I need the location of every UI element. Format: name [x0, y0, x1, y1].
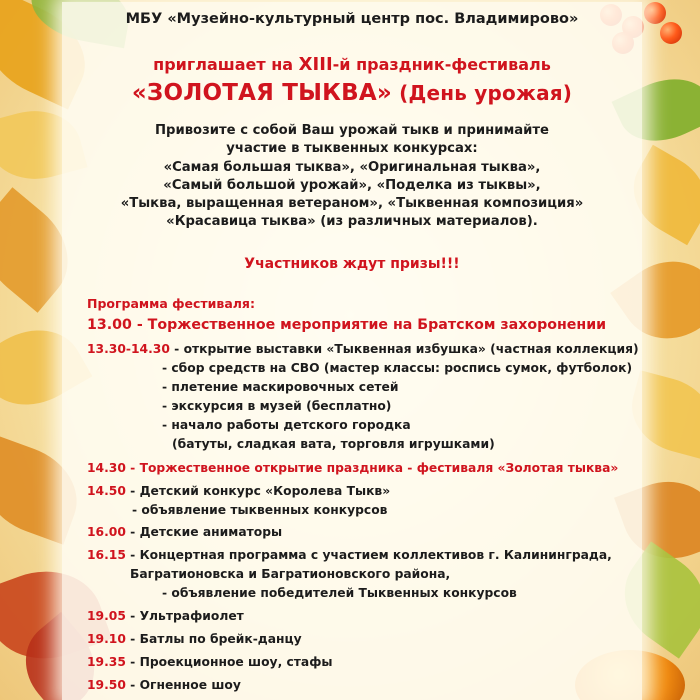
program-time: 19.10	[87, 632, 126, 646]
program-row	[162, 380, 399, 394]
program-time: 19.35	[87, 655, 126, 669]
prize-announcement: Участников ждут призы!!!	[244, 256, 460, 272]
program-text: - сбор средств на СВО (мастер классы: роспись сумок, футболок)	[162, 361, 633, 375]
program-text: - Детский конкурс «Королева Тыкв»	[125, 484, 391, 498]
program-row	[172, 437, 495, 451]
program-time: 13.00	[87, 317, 132, 333]
intro-text	[62, 122, 642, 232]
program-time: 13.30-14.30	[87, 342, 170, 356]
program-row	[162, 586, 517, 600]
intro-line: «Самая большая тыква», «Оригинальная тыква»,	[163, 159, 541, 175]
invitation-suffix: -й праздник-фестиваль	[332, 55, 551, 74]
program-time: 16.00	[87, 525, 126, 539]
program-row	[87, 655, 333, 669]
program-row	[87, 632, 302, 646]
program-text: - Огненное шоу	[125, 678, 241, 692]
invitation-line	[62, 54, 642, 75]
program-text: - открытие выставки «Тыквенная избушка» (частная коллекция)	[169, 342, 639, 356]
program-time: 14.50	[87, 484, 126, 498]
program-text: (батуты, сладкая вата, торговля игрушками)	[172, 437, 495, 451]
program-time: 14.30	[87, 461, 126, 475]
program-text: - Проекционное шоу, стафы	[125, 655, 333, 669]
program-text: - Торжественное открытие праздника - фестиваля «Золотая тыква»	[125, 461, 619, 475]
festival-title	[62, 80, 642, 106]
program-text: - Торжественное мероприятие на Братском захоронении	[131, 317, 607, 333]
program-time: 19.05	[87, 609, 126, 623]
festival-title-main: «ЗОЛОТАЯ ТЫКВА»	[131, 80, 392, 106]
festival-title-sub: (День урожая)	[391, 81, 573, 105]
program-row	[87, 461, 618, 475]
rowan-berry-decoration	[660, 22, 682, 44]
poster-content	[62, 0, 642, 700]
program-time: 19.50	[87, 678, 126, 692]
program-row	[162, 418, 411, 432]
intro-line: «Красавица тыква» (из различных материалов).	[166, 214, 538, 230]
program-row	[87, 525, 282, 539]
program-text: - Ультрафиолет	[125, 609, 244, 623]
program-row	[87, 342, 639, 356]
program-text: - начало работы детского городка	[162, 418, 411, 432]
program-heading: Программа фестиваля:	[87, 296, 255, 311]
program-text: - объявление тыквенных конкурсов	[132, 503, 388, 517]
program-row	[87, 484, 390, 498]
festival-number: XIII	[298, 54, 333, 75]
program-text: - Детские аниматоры	[125, 525, 283, 539]
program-row	[162, 361, 632, 375]
program-row	[87, 548, 612, 562]
intro-line: «Тыква, выращенная ветераном», «Тыквенная композиция»	[120, 196, 584, 212]
organizer-name: МБУ «Музейно-культурный центр пос. Владимирово»	[125, 11, 579, 27]
intro-line: участие в тыквенных конкурсах:	[226, 141, 478, 157]
program-time: 16.15	[87, 548, 126, 562]
program-row	[132, 503, 387, 517]
rowan-berry-decoration	[644, 2, 666, 24]
intro-line: Привозите с собой Ваш урожай тыкв и принимайте	[154, 123, 550, 138]
program-text: - Концертная программа с участием коллективов г. Калининграда,	[125, 548, 612, 562]
program-text: - плетение маскировочных сетей	[162, 380, 399, 394]
program-text: - Батлы по брейк-данцу	[125, 632, 302, 646]
program-row	[87, 317, 606, 333]
program-row	[87, 609, 244, 623]
program-row	[87, 678, 241, 692]
program-text: - объявление победителей Тыквенных конкурсов	[162, 586, 517, 600]
program-row	[130, 567, 450, 581]
program-text: - экскурсия в музей (бесплатно)	[162, 399, 392, 413]
program-text: Багратионовска и Багратионовского района,	[130, 567, 451, 581]
program-row	[162, 399, 391, 413]
invitation-prefix: приглашает на	[153, 55, 299, 74]
intro-line: «Самый большой урожай», «Поделка из тыквы»,	[163, 177, 541, 193]
